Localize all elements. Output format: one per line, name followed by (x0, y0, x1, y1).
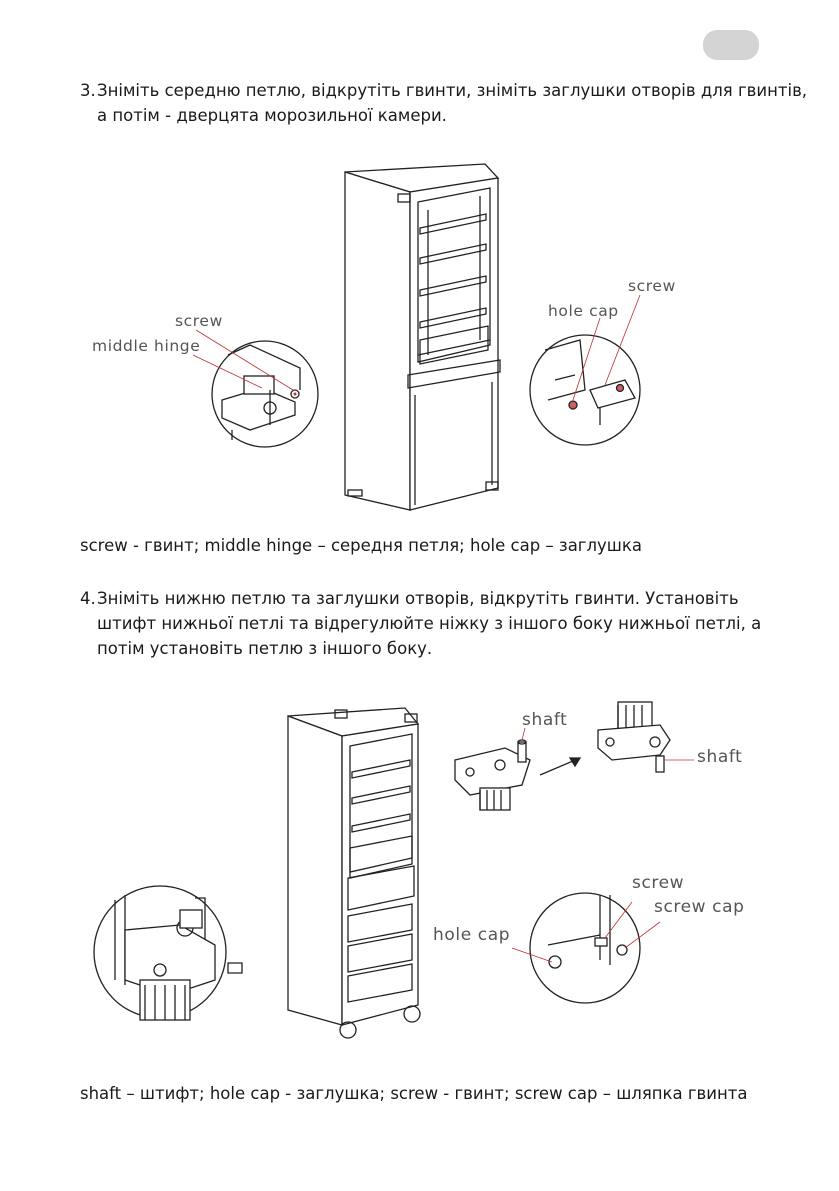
arrow-icon (540, 758, 580, 775)
pointer-hole-cap-2 (512, 948, 552, 962)
step-4-line-3: потім установіть петлю з іншого боку. (97, 639, 433, 658)
label-screw-left: screw (175, 312, 223, 330)
step-4-line-2: штифт нижньої петлі та відрегулюйте ніжку з іншого боку нижньої петлі, а (97, 614, 762, 633)
fridge-illustration-1 (345, 164, 500, 510)
screw-icon (291, 390, 299, 398)
screw-icon-right (617, 385, 624, 392)
step-4-number: 4. (80, 589, 96, 608)
legend-figure-1: screw - гвинт; middle hinge – середня петля; hole cap – заглушка (80, 536, 642, 555)
bottom-hinge-detail-circle (94, 886, 226, 1020)
fridge-illustration-2 (288, 708, 420, 1038)
pointer-screw-cap (625, 922, 660, 948)
label-shaft-right: shaft (697, 747, 743, 767)
figure-2-fridge-bottom-hinge (0, 680, 839, 1060)
label-hole-cap-2: hole cap (433, 925, 511, 945)
label-screw: screw (632, 873, 685, 893)
pointer-middle-hinge (193, 355, 262, 388)
figure-1-fridge-middle-hinge (0, 150, 839, 520)
step-3-line-1: Зніміть середню петлю, відкрутіть гвинти, зніміть заглушки отворів для гвинтів, (97, 81, 808, 100)
step-4-line-1: Зніміть нижню петлю та заглушки отворів, відкрутіть гвинти. Установіть (97, 589, 739, 608)
screw-icon-bottom-left (228, 963, 242, 973)
bottom-hinge-part-right (598, 702, 670, 760)
step-3-text (80, 78, 808, 128)
label-middle-hinge: middle hinge (92, 337, 201, 355)
shaft-icon-right (656, 756, 664, 772)
pointer-screw (605, 902, 632, 938)
label-shaft-top: shaft (522, 710, 568, 730)
step-3-line-2: а потім - дверцята морозильної камери. (97, 106, 447, 125)
label-screw-right: screw (628, 277, 676, 295)
hole-cap-icon (569, 401, 577, 409)
shaft-icon-top (518, 740, 526, 762)
step-3-number: 3. (80, 81, 96, 100)
page-tab-marker (703, 30, 759, 60)
label-hole-cap: hole cap (548, 302, 619, 320)
screw-icon-2 (595, 938, 607, 946)
middle-hinge-detail-circle (212, 341, 318, 447)
step-4-text (80, 586, 770, 661)
label-screw-cap: screw cap (654, 897, 745, 917)
legend-figure-2: shaft – штифт; hole cap - заглушка; screw - гвинт; screw cap – шляпка гвинта (80, 1084, 748, 1103)
screw-cap-icon (617, 945, 627, 955)
